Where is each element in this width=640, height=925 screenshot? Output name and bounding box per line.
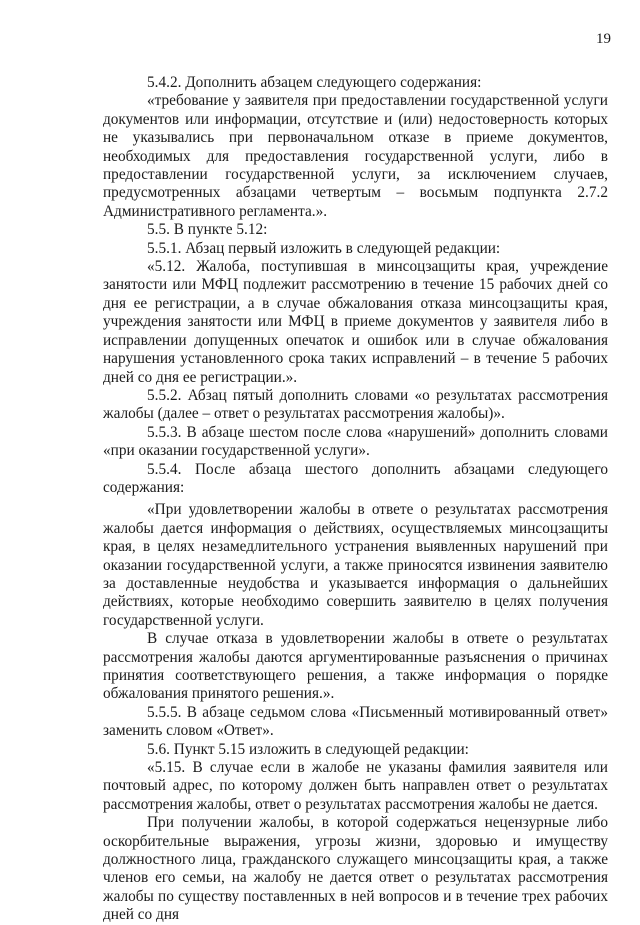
paragraph: 5.4.2. Дополнить абзацем следующего содержания: bbox=[147, 74, 482, 91]
document-body bbox=[103, 74, 608, 925]
page-number: 19 bbox=[596, 31, 611, 47]
paragraph: При получении жалобы, в которой содержаться нецензурные либо оскорбительные выражения, угрозы жизни, здоровью и имуществу должностного лица, гражданского служащего минсоцзащиты края, а также членов его семьи, на жалобу не дается ответ о результатах рассмотрения жалобы по существу поставленных в ней вопросов и в течение трех рабочих дней со дня bbox=[103, 814, 608, 924]
paragraph: 5.5. В пункте 5.12: bbox=[147, 221, 268, 239]
paragraph: 5.5.3. В абзаце шестом после слова «нарушений» дополнить словами «при оказании государственной услуги». bbox=[103, 423, 608, 460]
paragraph: 5.6. Пункт 5.15 изложить в следующей редакции: bbox=[147, 740, 469, 758]
paragraph: «5.15. В случае если в жалобе не указаны фамилия заявителя или почтовый адрес, по которому должен быть направлен ответ о результатах рассмотрения жалобы, ответ о результатах рассмотрения жалобы не дается. bbox=[103, 759, 608, 813]
paragraph: 5.5.1. Абзац первый изложить в следующей редакции: bbox=[147, 239, 501, 257]
paragraph: «5.12. Жалоба, поступившая в минсоцзащиты края, учреждение занятости или МФЦ подлежит рассмотрению в течение 15 рабочих дней со дня ее регистрации, а в случае обжалования отказа минсоцзащиты края, учреждения занятости или МФЦ в приеме документов у заявителя либо в исправлении допущенных опечаток и ошибок или в случае обжалования нарушения установленного срока таких исправлений – в течение 5 рабочих дней со дня ее регистрации.». bbox=[103, 258, 608, 386]
paragraph: 5.5.4. После абзаца шестого дополнить абзацами следующего содержания: bbox=[103, 460, 608, 496]
paragraph: В случае отказа в удовлетворении жалобы в ответе о результатах рассмотрения жалобы даются аргументированные разъяснения о причинах принятия соответствующего решения, а также информация о порядке обжалования принятого решения.». bbox=[103, 630, 608, 703]
paragraph: 5.5.2. Абзац пятый дополнить словами «о результатах рассмотрения жалобы (далее – ответ о результатах рассмотрения жалобы)». bbox=[103, 386, 608, 423]
paragraph: 5.5.5. В абзаце седьмом слова «Письменный мотивированный ответ» заменить словом «Ответ». bbox=[103, 703, 608, 740]
paragraph: «При удовлетворении жалобы в ответе о результатах рассмотрения жалобы дается информация о действиях, осуществляемых минсоцзащиты края, в целях незамедлительного устранения выявленных нарушений при оказании государственной услуги, а также приносятся извинения заявителю за доставленные неудобства и указывается информация о дальнейших действиях, которые необходимо совершить заявителю в целях получения государственной услуги. bbox=[103, 501, 608, 629]
paragraph: «требование у заявителя при предоставлении государственной услуги документов или информации, отсутствие и (или) недостоверность которых не указывались при первоначальном отказе в приеме документов, необходимых для предоставления государственной услуги, либо в предоставлении государственной услуги, за исключением случаев, предусмотренных абзацами четвертым – восьмым подпункта 2.7.2 Административного регламента.». bbox=[103, 92, 608, 220]
